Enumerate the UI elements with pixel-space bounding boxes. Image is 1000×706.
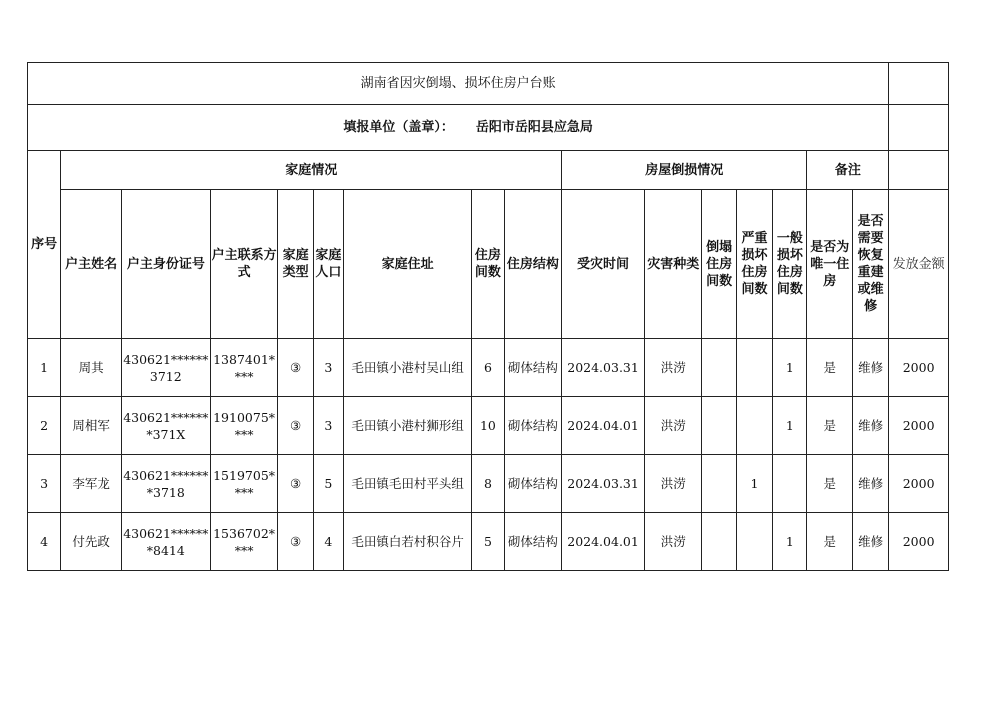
cell-rebuild: 维修 (852, 339, 888, 397)
cell-amount: 2000 (889, 397, 949, 455)
cell-struct: 砌体结构 (504, 397, 562, 455)
cell-addr: 毛田镇小港村吴山组 (344, 339, 472, 397)
cell-id: 430621*******371X (121, 397, 210, 455)
cell-phone: 1536702**** (210, 513, 278, 571)
col-header-rebuild: 是否需要恢复重建或维修 (852, 190, 888, 339)
col-header-phone: 户主联系方式 (210, 190, 278, 339)
cell-date: 2024.03.31 (562, 455, 645, 513)
col-header-date: 受灾时间 (562, 190, 645, 339)
cell-general: 1 (773, 513, 807, 571)
reporting-unit-label: 填报单位（盖章）： (343, 120, 454, 135)
table-row (28, 397, 949, 455)
reporting-unit-value: 岳阳市岳阳县应急局 (475, 120, 593, 135)
col-header-name: 户主姓名 (61, 190, 122, 339)
cell-name: 李军龙 (61, 455, 122, 513)
cell-collapsed (702, 455, 736, 513)
cell-collapsed (702, 513, 736, 571)
col-header-hazard: 灾害种类 (644, 190, 702, 339)
cell-hazard: 洪涝 (644, 455, 702, 513)
cell-pop: 5 (313, 455, 343, 513)
table-title: 湖南省因灾倒塌、损坏住房户台账 (28, 63, 889, 105)
col-header-collapsed: 倒塌住房间数 (702, 190, 736, 339)
group-header-damage: 房屋倒损情况 (562, 151, 807, 190)
cell-general: 1 (773, 397, 807, 455)
cell-seq: 2 (28, 397, 61, 455)
cell-rooms: 10 (472, 397, 504, 455)
cell-phone: 1910075**** (210, 397, 278, 455)
cell-date: 2024.04.01 (562, 397, 645, 455)
cell-collapsed (702, 339, 736, 397)
reporting-unit (28, 105, 889, 151)
cell-hazard: 洪涝 (644, 513, 702, 571)
cell-name: 周相军 (61, 397, 122, 455)
cell-only: 是 (807, 339, 852, 397)
cell-amount: 2000 (889, 513, 949, 571)
unit-spacer (889, 105, 949, 151)
cell-pop: 3 (313, 339, 343, 397)
title-spacer (889, 63, 949, 105)
cell-pop: 3 (313, 397, 343, 455)
cell-severe (736, 339, 772, 397)
cell-struct: 砌体结构 (504, 455, 562, 513)
group-header-family: 家庭情况 (61, 151, 562, 190)
cell-id: 430621*******3718 (121, 455, 210, 513)
cell-only: 是 (807, 397, 852, 455)
cell-severe: 1 (736, 455, 772, 513)
cell-date: 2024.03.31 (562, 339, 645, 397)
cell-rebuild: 维修 (852, 455, 888, 513)
cell-severe (736, 513, 772, 571)
cell-seq: 3 (28, 455, 61, 513)
col-header-rooms: 住房间数 (472, 190, 504, 339)
cell-general (773, 455, 807, 513)
cell-hazard: 洪涝 (644, 339, 702, 397)
cell-amount: 2000 (889, 339, 949, 397)
cell-date: 2024.04.01 (562, 513, 645, 571)
cell-id: 430621*******8414 (121, 513, 210, 571)
col-header-struct: 住房结构 (504, 190, 562, 339)
cell-general: 1 (773, 339, 807, 397)
cell-struct: 砌体结构 (504, 513, 562, 571)
cell-rooms: 8 (472, 455, 504, 513)
cell-rooms: 5 (472, 513, 504, 571)
cell-amount: 2000 (889, 455, 949, 513)
col-header-amount: 发放金额 (889, 190, 949, 339)
cell-name: 周其 (61, 339, 122, 397)
cell-rebuild: 维修 (852, 397, 888, 455)
cell-id: 430621******3712 (121, 339, 210, 397)
col-header-general: 一般损坏住房间数 (773, 190, 807, 339)
table-body (28, 339, 949, 571)
cell-seq: 4 (28, 513, 61, 571)
col-header-seq: 序号 (28, 151, 61, 339)
cell-hazard: 洪涝 (644, 397, 702, 455)
group-header-remarks: 备注 (807, 151, 889, 190)
cell-phone: 1387401**** (210, 339, 278, 397)
cell-severe (736, 397, 772, 455)
cell-collapsed (702, 397, 736, 455)
cell-name: 付先政 (61, 513, 122, 571)
cell-type: ③ (278, 397, 313, 455)
table-row (28, 455, 949, 513)
ledger-table (27, 62, 949, 571)
col-header-pop: 家庭人口 (313, 190, 343, 339)
group-header-spacer (889, 151, 949, 190)
col-header-only: 是否为唯一住房 (807, 190, 852, 339)
col-header-severe: 严重损坏住房间数 (736, 190, 772, 339)
col-header-id: 户主身份证号 (121, 190, 210, 339)
col-header-addr: 家庭住址 (344, 190, 472, 339)
cell-addr: 毛田镇毛田村平头组 (344, 455, 472, 513)
cell-seq: 1 (28, 339, 61, 397)
cell-type: ③ (278, 513, 313, 571)
cell-rooms: 6 (472, 339, 504, 397)
cell-phone: 1519705**** (210, 455, 278, 513)
col-header-type: 家庭类型 (278, 190, 313, 339)
cell-only: 是 (807, 513, 852, 571)
cell-only: 是 (807, 455, 852, 513)
cell-struct: 砌体结构 (504, 339, 562, 397)
table-row (28, 513, 949, 571)
cell-rebuild: 维修 (852, 513, 888, 571)
cell-addr: 毛田镇小港村狮形组 (344, 397, 472, 455)
cell-type: ③ (278, 455, 313, 513)
cell-addr: 毛田镇白若村积谷片 (344, 513, 472, 571)
cell-pop: 4 (313, 513, 343, 571)
table-row (28, 339, 949, 397)
cell-type: ③ (278, 339, 313, 397)
